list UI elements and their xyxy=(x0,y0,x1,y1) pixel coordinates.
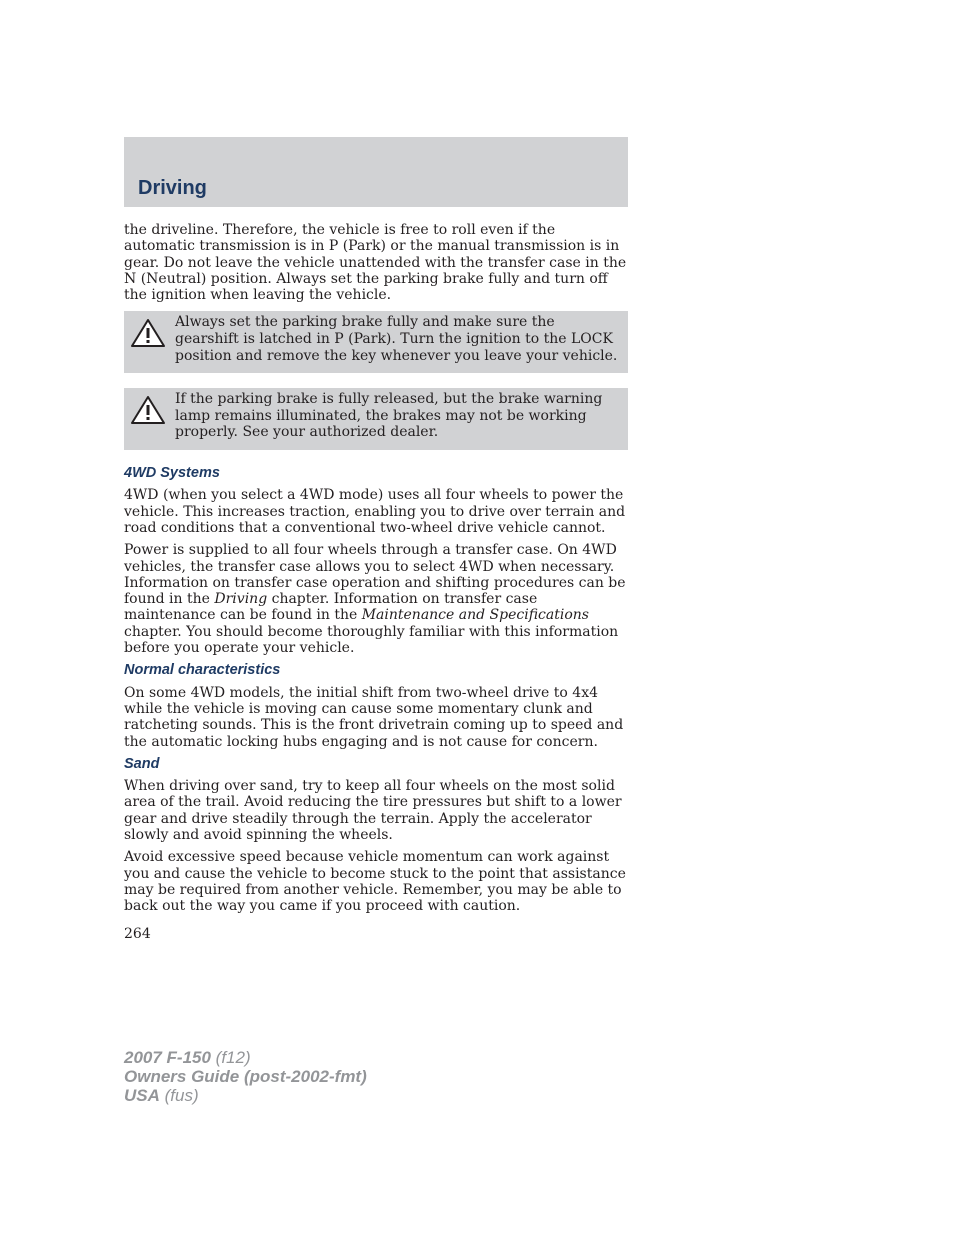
section-title: Driving xyxy=(138,177,207,199)
warning-box-brake-lamp xyxy=(124,388,628,450)
heading-4wd-systems: 4WD Systems xyxy=(124,465,220,482)
page-number: 264 xyxy=(124,926,151,942)
footer-model: 2007 F-150 xyxy=(124,1048,211,1067)
paragraph-sand-1: When driving over sand, try to keep all four wheels on the most solid area of the trail. Avoid reducing the tire pressures but shift to a lower gear and drive steadily through the terrain. Apply the accelerator slowly and avoid spinning the wheels. xyxy=(124,778,622,843)
document-footer xyxy=(124,1048,367,1105)
footer-guide: Owners Guide (post-2002-fmt) xyxy=(124,1067,367,1086)
paragraph-4wd-transfer-case: Power is supplied to all four wheels through a transfer case. On 4WD vehicles, the transfer case allows you to select 4WD when necessary. Information on transfer case operation and shifting procedures can be found in the Driving chapter. Information on transfer case maintenance can be found in the Maintenance and Specifications chapter. You should become thoroughly familiar with this information before you operate your vehicle. xyxy=(124,542,626,657)
footer-market: USA xyxy=(124,1086,160,1105)
warning-box-parking xyxy=(124,311,628,373)
paragraph-normal: On some 4WD models, the initial shift from two-wheel drive to 4x4 while the vehicle is moving can cause some momentary clunk and ratcheting sounds. This is the front drivetrain coming up to speed and the automatic locking hubs engaging and is not cause for concern. xyxy=(124,684,624,750)
warning-triangle-icon xyxy=(130,395,166,425)
heading-normal-characteristics: Normal characteristics xyxy=(124,662,281,679)
heading-sand: Sand xyxy=(124,755,160,772)
warning-text: If the parking brake is fully released, but the brake warning lamp remains illuminated, the brakes may not be working properly. See your authorized dealer. xyxy=(175,391,603,441)
footer-market-code: (fus) xyxy=(159,1086,199,1105)
page-content xyxy=(124,222,628,920)
section-header-band xyxy=(124,137,628,207)
driving-chapter-ref: Driving xyxy=(214,591,268,608)
paragraph-sand-2: Avoid excessive speed because vehicle momentum can work against you and cause the vehicle to become stuck to the point that assistance may be required from another vehicle. Remember, you may be able to back out the way you came if you proceed with caution. xyxy=(124,849,626,915)
maintenance-chapter-ref: Maintenance and Specifications xyxy=(361,607,589,624)
warning-triangle-icon xyxy=(130,318,166,348)
footer-model-code: (f12) xyxy=(210,1048,251,1067)
intro-paragraph: the driveline. Therefore, the vehicle is free to roll even if the automatic transmission is in P (Park) or the manual transmission is in gear. Do not leave the vehicle unattended with the transfer case in the N (Neutral) position. Always set the parking brake fully and turn off the ignition when leaving the vehicle. xyxy=(124,222,627,304)
paragraph-4wd-intro: 4WD (when you select a 4WD mode) uses all four wheels to power the vehicle. This increases traction, enabling you to drive over terrain and road conditions that a conventional two-wheel drive vehicle cannot. xyxy=(124,487,626,536)
warning-text: Always set the parking brake fully and make sure the gearshift is latched in P (Park). Turn the ignition to the LOCK position and remove the key whenever you leave your vehicle. xyxy=(175,314,618,364)
